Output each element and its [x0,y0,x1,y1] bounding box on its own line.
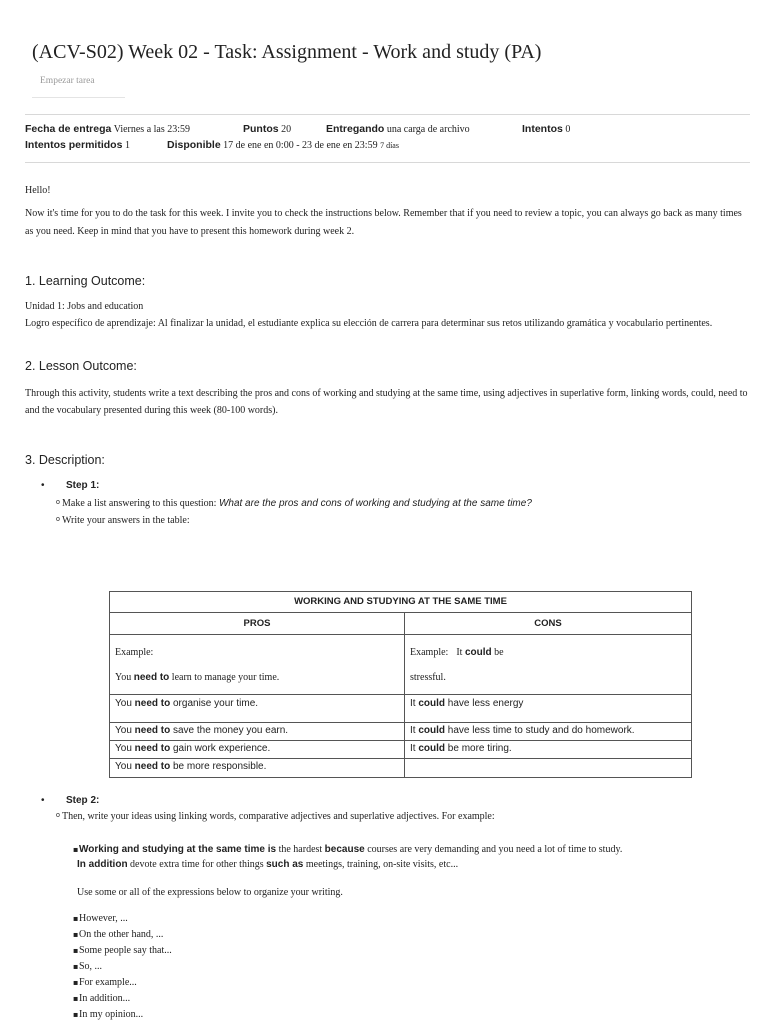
step1-label: • Step 1: [66,478,99,494]
cons-cell-empty [405,759,692,778]
example-pros-cell [110,635,405,695]
step1-question-item [62,495,532,512]
cons-bold: could [418,698,446,709]
example-label: Example: [410,647,449,658]
attempts [522,121,570,138]
cons-pre: It [410,725,419,736]
sample2-text1: devote extra time for other things [127,859,267,870]
pros-cons-table [109,591,692,778]
attempts-label: Intentos [522,123,563,135]
column-header-cons: CONS [405,613,692,635]
divider-details [25,162,750,163]
table-row [110,741,692,759]
start-task-container [32,72,125,98]
allowed-attempts [25,137,130,154]
example-cons-post: be [491,647,504,658]
achievement-text: Logro específico de aprendizaje: Al finalizar la unidad, el estudiante explica su elección de carrera para determinar sus retos utilizando gramática y vocabulario pertinentes. [25,317,713,329]
cons-post: be more tiring. [445,743,512,754]
table-example-row [110,635,692,695]
sample2-bold2: such as [266,859,304,870]
expressions-intro: Use some or all of the expressions below to organize your writing. [77,887,343,898]
example-pros-bold: need to [133,672,170,683]
due-date [25,121,190,138]
table-row [110,759,692,778]
page-title: (ACV-S02) Week 02 - Task: Assignment - Work and study (PA) [32,41,542,63]
step2-instruction: o Then, write your ideas using linking words, comparative adjectives and superlative adjectives. For example: [62,809,512,825]
cons-cell [405,695,692,723]
pros-cell [110,741,405,759]
description-heading: 3. Description: [25,453,105,467]
example-cons-pre: It [456,647,465,658]
sample1-bold1: Working and studying at the same time is [79,844,277,855]
pros-post: gain work experience. [170,743,271,754]
cons-pre: It [410,743,419,754]
submitting-label: Entregando [326,123,385,135]
availability-label: Disponible [167,139,221,151]
sample-sentence-line1 [79,842,768,858]
pros-pre: You [115,743,135,754]
allowed-attempts-label: Intentos permitidos [25,139,123,151]
lesson-outcome-heading: 2. Lesson Outcome: [25,359,137,373]
pros-cell [110,723,405,741]
points-value: 20 [281,124,292,135]
points-label: Puntos [243,123,279,135]
points [243,121,291,138]
submitting-value: una carga de archivo [386,124,470,135]
pros-pre: You [115,725,135,736]
intro-paragraph: Now it's time for you to do the task for this week. I invite you to check the instructions below. Remember that if you need to review a topic, you can always go back as many times as you need. Keep in mind that you have to present this homework during week 2. [25,208,742,237]
learning-outcome-heading: 1. Learning Outcome: [25,274,146,288]
table-title: WORKING AND STUDYING AT THE SAME TIME [110,592,692,613]
example-cons-continued: stressful. [410,672,446,683]
table-title-row [110,592,692,613]
table-header-row [110,613,692,635]
availability-days: 7 días [380,141,399,150]
example-label: Example: [115,647,154,658]
sample2-bold1: In addition [77,859,128,870]
pros-bold: need to [134,725,171,736]
cons-bold: could [418,725,446,736]
greeting: Hello! [25,185,51,196]
cons-bold: could [418,743,446,754]
pros-pre: You [115,761,135,772]
sample1-text1: the hardest [276,844,325,855]
table-row [110,695,692,723]
sample1-text2: courses are very demanding and you need a lot of time to study. [364,844,623,855]
list-item: ▪ In addition... [79,991,172,1007]
attempts-value: 0 [565,124,571,135]
list-item: ▪ In my opinion... [79,1007,172,1023]
list-item: ▪ For example... [79,975,172,991]
pros-cell [110,695,405,723]
step1-question: What are the pros and cons of working and studying at the same time? [218,498,532,509]
availability-value: 17 de ene en 0:00 - 23 de ene en 23:59 [223,140,378,151]
step1-table-note: o Write your answers in the table: [62,512,190,529]
expressions-list [79,911,172,1023]
due-date-value: Viernes a las 23:59 [113,124,191,135]
column-header-pros: PROS [110,613,405,635]
pros-cell [110,759,405,778]
sample-sentence-line2 [77,857,458,873]
example-cons-bold: could [464,647,492,658]
cons-post: have less time to study and do homework. [445,725,635,736]
cons-cell [405,741,692,759]
pros-bold: need to [134,743,171,754]
step1-question-lead: Make a list answering to this question: [62,498,219,509]
start-task-link[interactable]: Empezar tarea [40,76,95,86]
step2-label: • Step 2: [66,793,99,809]
list-item: ▪ However, ... [79,911,172,927]
pros-post: be more responsible. [170,761,267,772]
cons-cell [405,723,692,741]
list-item: ▪ On the other hand, ... [79,927,172,943]
cons-post: have less energy [445,698,524,709]
allowed-attempts-value: 1 [124,140,130,151]
pros-post: organise your time. [170,698,259,709]
example-pros-post: learn to manage your time. [169,672,280,683]
pros-bold: need to [134,698,171,709]
divider-top [25,114,750,115]
pros-bold: need to [134,761,171,772]
list-item: ▪ So, ... [79,959,172,975]
table-row [110,723,692,741]
due-date-label: Fecha de entrega [25,123,112,135]
lesson-outcome-text: Through this activity, students write a text describing the pros and cons of working and studying at the same time, using adjectives in superlative form, linking words, could, need to and the vocabulary presented during this week (80-100 words). [25,387,748,416]
availability [167,137,399,154]
sample1-bold2: because [324,844,365,855]
list-item: ▪ Some people say that... [79,943,172,959]
learning-outcome-body [25,299,750,332]
example-pros-pre: You [115,672,134,683]
example-cons-cell [405,635,692,695]
pros-pre: You [115,698,135,709]
submitting [326,121,470,138]
cons-pre: It [410,698,419,709]
sample2-text2: meetings, training, on-site visits, etc... [303,859,459,870]
pros-post: save the money you earn. [170,725,289,736]
unit-text: Unidad 1: Jobs and education [25,301,144,312]
